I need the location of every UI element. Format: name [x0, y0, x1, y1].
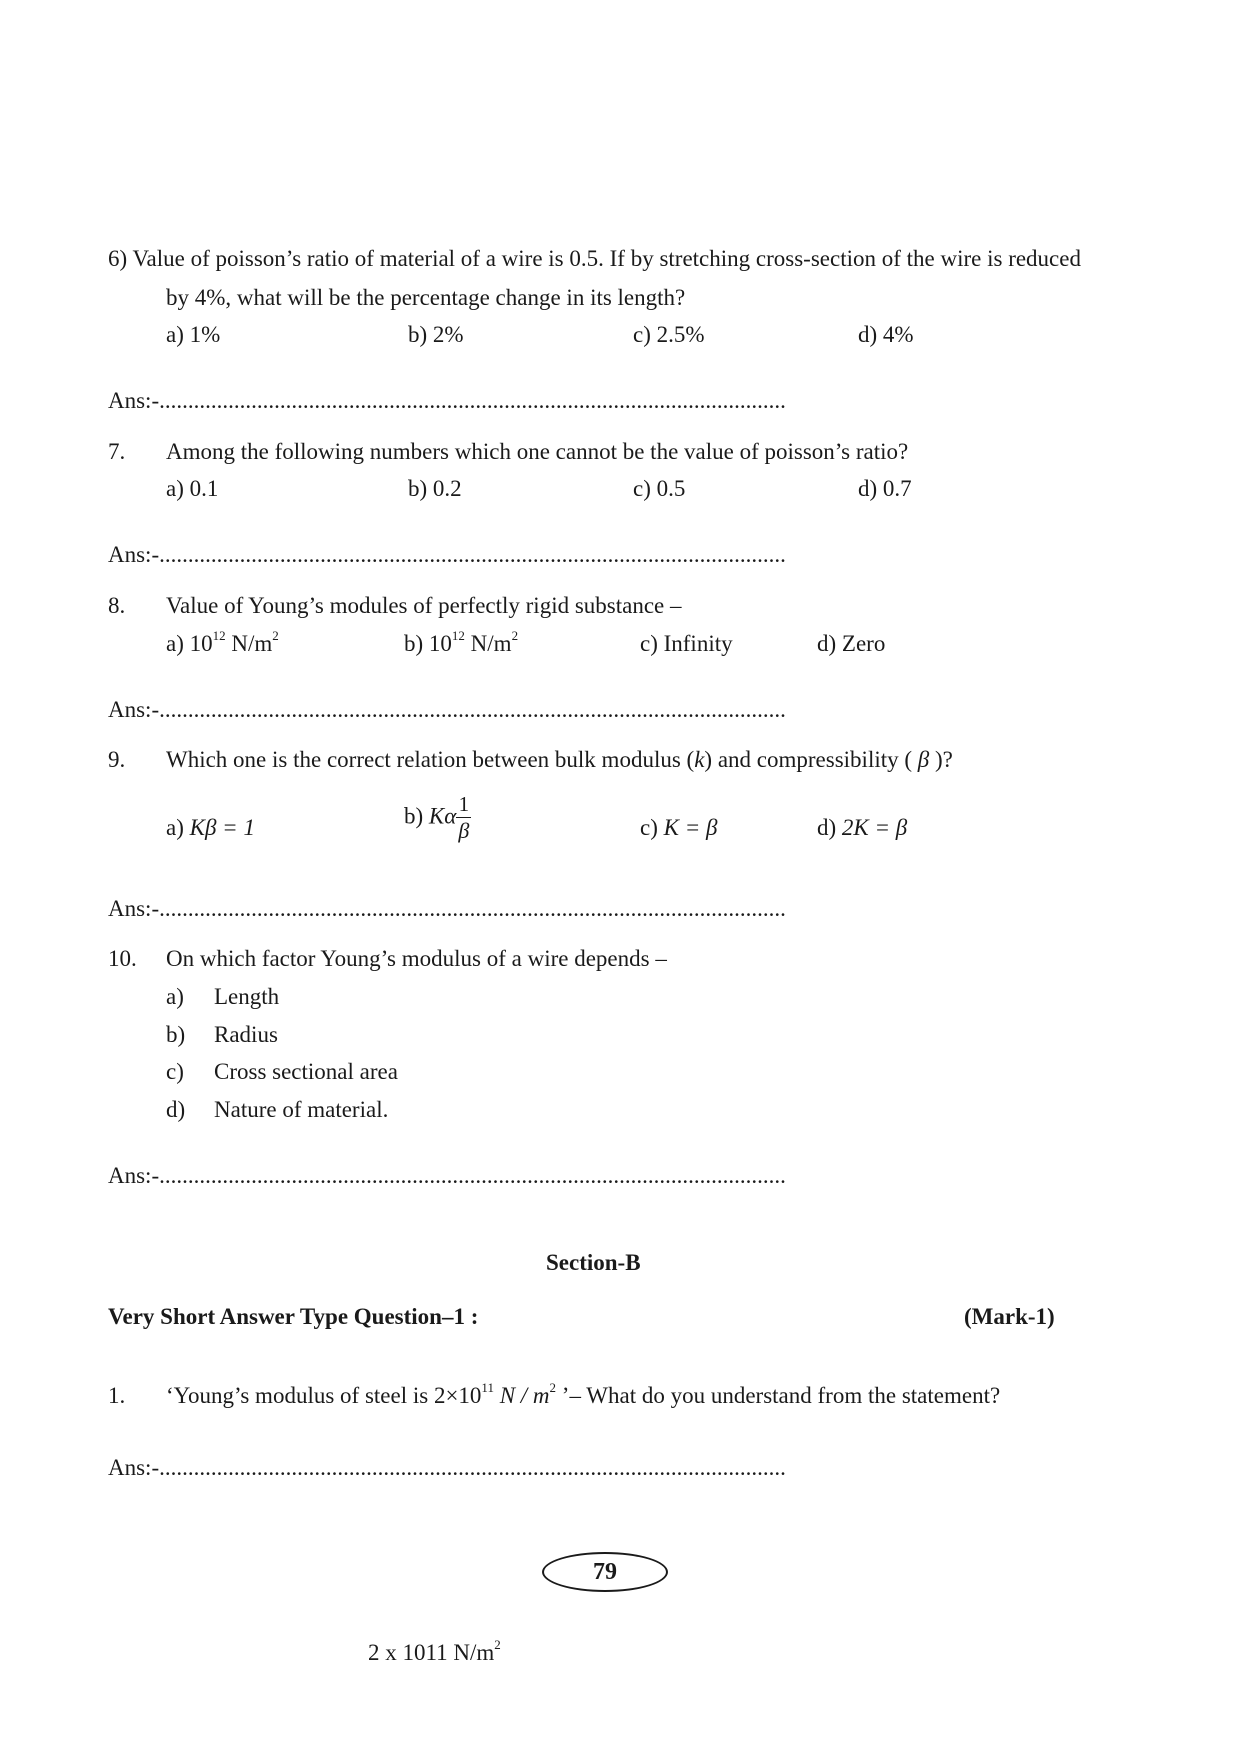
q10-number: 10.: [108, 946, 137, 971]
q6-line1: 6) Value of poisson’s ratio of material of a wire is 0.5. If by stretching cross-section of the wire is reduced: [108, 246, 1081, 271]
answer-line: Ans:-.............................................................................................................: [108, 542, 786, 567]
page-number: 79: [542, 1552, 668, 1592]
q10-option-c-label: c): [166, 1059, 184, 1084]
q9-option-a: a) Kβ = 1: [166, 815, 255, 840]
q8-option-d: d) Zero: [817, 631, 886, 656]
q9-option-d: d) 2K = β: [817, 815, 908, 840]
q6-option-d: d) 4%: [858, 322, 914, 347]
q7-text: Among the following numbers which one cannot be the value of poisson’s ratio?: [166, 439, 909, 464]
q7-option-b: b) 0.2: [408, 476, 462, 501]
q10-option-a-text: Length: [214, 984, 280, 1009]
q9-option-c: c) K = β: [640, 815, 718, 840]
answer-line: Ans:-.............................................................................................................: [108, 1163, 786, 1188]
q7-option-c: c) 0.5: [633, 476, 686, 501]
section-title: Section-B: [546, 1250, 641, 1275]
q10-option-a-label: a): [166, 984, 184, 1009]
q10-option-b-label: b): [166, 1022, 186, 1047]
q9-option-b: b) Kα $\frac{1}{\beta}$: [404, 792, 470, 843]
q9-fraction: $\frac{1}{\beta}$: [458, 792, 470, 843]
q9-text: Which one is the correct relation between bulk modulus (k) and compressibility ( β )?: [166, 747, 953, 772]
q6-line2: by 4%, what will be the percentage change in its length?: [166, 285, 686, 310]
q8-number: 8.: [108, 593, 126, 618]
sb-q1-text: ‘Young’s modulus of steel is $2\times 10^{11}$ N / $m^2$ ’– What do you understand from the statement?: [166, 1380, 1001, 1408]
q10-option-d-text: Nature of material.: [214, 1097, 389, 1122]
answer-line: Ans:-.............................................................................................................: [108, 697, 786, 722]
q7-number: 7.: [108, 439, 126, 464]
answer-line: Ans:-.............................................................................................................: [108, 388, 786, 413]
q8-text: Value of Young’s modules of perfectly rigid substance –: [166, 593, 682, 618]
q6-option-b: b) 2%: [408, 322, 464, 347]
sb-q1-number: 1.: [108, 1383, 126, 1408]
q10-text: On which factor Young’s modulus of a wire depends –: [166, 946, 667, 971]
answer-line: Ans:-.............................................................................................................: [108, 896, 786, 921]
q6-option-a: a) 1%: [166, 322, 221, 347]
q6-option-c: c) 2.5%: [633, 322, 705, 347]
q8-option-b: b) $10^{12}$ $N/m^2$: [404, 628, 519, 656]
q7-option-a: a) 0.1: [166, 476, 219, 501]
section-marks: (Mark-1): [964, 1304, 1055, 1329]
q8-option-c: c) Infinity: [640, 631, 733, 656]
q10-option-c-text: Cross sectional area: [214, 1059, 398, 1084]
q8-option-a: a) $10^{12}$ $N/m^2$: [166, 628, 279, 656]
answer-line: Ans:-.............................................................................................................: [108, 1455, 786, 1480]
q7-option-d: d) 0.7: [858, 476, 912, 501]
q10-option-b-text: Radius: [214, 1022, 278, 1047]
q10-option-d-label: d): [166, 1097, 186, 1122]
section-subtitle: Very Short Answer Type Question–1 :: [108, 1304, 479, 1329]
q9-number: 9.: [108, 747, 126, 772]
footer-note: 2 x 1011 $N/m^2$: [368, 1637, 501, 1665]
